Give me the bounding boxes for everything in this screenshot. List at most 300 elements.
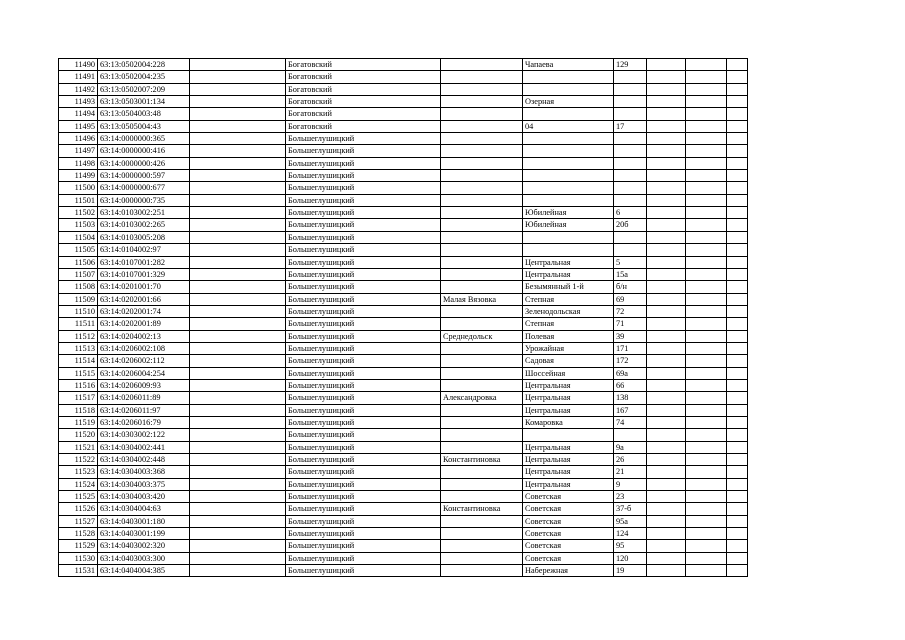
cell-row-number: 11531 — [59, 565, 98, 577]
cell-extra-col-2 — [686, 540, 727, 552]
cell-row-number: 11506 — [59, 256, 98, 268]
cell-extra-col-1 — [647, 379, 686, 391]
cell-cadastral-number: 63:14:0103005:208 — [98, 231, 190, 243]
cell-extra-col-3 — [727, 318, 748, 330]
cell-locality — [441, 83, 523, 95]
cell-blank-col — [190, 379, 286, 391]
cell-extra-col-2 — [686, 441, 727, 453]
cell-district: Большеглушицкий — [286, 330, 441, 342]
table-row — [59, 565, 748, 577]
cell-row-number: 11502 — [59, 207, 98, 219]
cell-locality — [441, 207, 523, 219]
cell-street — [523, 244, 614, 256]
cell-house: 21 — [614, 466, 647, 478]
cell-extra-col-2 — [686, 367, 727, 379]
cell-row-number: 11495 — [59, 120, 98, 132]
cell-row-number: 11509 — [59, 293, 98, 305]
table-row — [59, 194, 748, 206]
cell-street — [523, 194, 614, 206]
cell-locality — [441, 318, 523, 330]
cell-row-number: 11490 — [59, 59, 98, 71]
cell-extra-col-1 — [647, 71, 686, 83]
cell-house: 72 — [614, 305, 647, 317]
cell-house — [614, 83, 647, 95]
cell-street — [523, 108, 614, 120]
table-row — [59, 454, 748, 466]
cell-cadastral-number: 63:14:0206011:97 — [98, 404, 190, 416]
cell-district: Богатовский — [286, 108, 441, 120]
cell-street: Центральная — [523, 268, 614, 280]
cell-blank-col — [190, 83, 286, 95]
cell-extra-col-3 — [727, 256, 748, 268]
cell-district: Большеглушицкий — [286, 170, 441, 182]
cell-locality — [441, 108, 523, 120]
cell-blank-col — [190, 231, 286, 243]
table-row — [59, 182, 748, 194]
cell-blank-col — [190, 540, 286, 552]
table-row — [59, 404, 748, 416]
cell-blank-col — [190, 71, 286, 83]
cell-locality — [441, 552, 523, 564]
cell-row-number: 11508 — [59, 281, 98, 293]
cell-locality — [441, 466, 523, 478]
cell-blank-col — [190, 404, 286, 416]
cell-cadastral-number: 63:14:0403003:300 — [98, 552, 190, 564]
cell-locality — [441, 305, 523, 317]
cell-blank-col — [190, 268, 286, 280]
cell-locality — [441, 120, 523, 132]
cell-house: 120 — [614, 552, 647, 564]
table-row — [59, 96, 748, 108]
cell-locality — [441, 342, 523, 354]
cell-house — [614, 194, 647, 206]
cell-extra-col-1 — [647, 59, 686, 71]
cell-locality — [441, 157, 523, 169]
cell-extra-col-2 — [686, 133, 727, 145]
cell-row-number: 11528 — [59, 528, 98, 540]
cell-house: 171 — [614, 342, 647, 354]
cell-extra-col-1 — [647, 454, 686, 466]
cell-extra-col-1 — [647, 404, 686, 416]
cell-district: Большеглушицкий — [286, 281, 441, 293]
cell-extra-col-1 — [647, 182, 686, 194]
table-row — [59, 552, 748, 564]
cell-cadastral-number: 63:13:0502004:235 — [98, 71, 190, 83]
cell-extra-col-3 — [727, 441, 748, 453]
cell-locality — [441, 565, 523, 577]
cell-cadastral-number: 63:14:0206002:108 — [98, 342, 190, 354]
cell-extra-col-2 — [686, 478, 727, 490]
cell-district: Большеглушицкий — [286, 219, 441, 231]
cell-extra-col-2 — [686, 231, 727, 243]
cell-extra-col-2 — [686, 491, 727, 503]
cell-locality — [441, 170, 523, 182]
cell-street: Центральная — [523, 478, 614, 490]
cell-cadastral-number: 63:14:0403001:199 — [98, 528, 190, 540]
cell-street: Степная — [523, 293, 614, 305]
cell-cadastral-number: 63:14:0206009:93 — [98, 379, 190, 391]
cell-row-number: 11514 — [59, 355, 98, 367]
cell-extra-col-3 — [727, 157, 748, 169]
cell-extra-col-2 — [686, 318, 727, 330]
cell-district: Большеглушицкий — [286, 540, 441, 552]
cell-district: Большеглушицкий — [286, 342, 441, 354]
cell-street: Полевая — [523, 330, 614, 342]
cell-extra-col-2 — [686, 219, 727, 231]
cell-blank-col — [190, 145, 286, 157]
cell-extra-col-1 — [647, 540, 686, 552]
cell-district: Богатовский — [286, 59, 441, 71]
cell-extra-col-1 — [647, 305, 686, 317]
table-row — [59, 367, 748, 379]
table-row — [59, 515, 748, 527]
cell-extra-col-2 — [686, 120, 727, 132]
cell-cadastral-number: 63:14:0303002:122 — [98, 429, 190, 441]
cell-street — [523, 157, 614, 169]
cell-extra-col-2 — [686, 330, 727, 342]
cell-blank-col — [190, 157, 286, 169]
cell-house: 129 — [614, 59, 647, 71]
cell-locality — [441, 96, 523, 108]
cell-extra-col-1 — [647, 281, 686, 293]
cell-row-number: 11521 — [59, 441, 98, 453]
cell-house: 74 — [614, 416, 647, 428]
cell-row-number: 11518 — [59, 404, 98, 416]
cell-extra-col-2 — [686, 466, 727, 478]
cell-extra-col-1 — [647, 170, 686, 182]
cell-district: Большеглушицкий — [286, 429, 441, 441]
table-row — [59, 219, 748, 231]
cell-blank-col — [190, 528, 286, 540]
cell-extra-col-1 — [647, 528, 686, 540]
cell-locality — [441, 281, 523, 293]
cell-extra-col-2 — [686, 379, 727, 391]
cell-extra-col-3 — [727, 491, 748, 503]
cell-blank-col — [190, 429, 286, 441]
cell-row-number: 11494 — [59, 108, 98, 120]
cell-cadastral-number: 63:14:0404004:385 — [98, 565, 190, 577]
cell-district: Большеглушицкий — [286, 392, 441, 404]
cell-extra-col-2 — [686, 207, 727, 219]
cell-district: Большеглушицкий — [286, 244, 441, 256]
table-row — [59, 231, 748, 243]
cell-house: 39 — [614, 330, 647, 342]
cell-extra-col-1 — [647, 318, 686, 330]
cell-blank-col — [190, 305, 286, 317]
cell-locality: Константиновка — [441, 454, 523, 466]
cell-locality — [441, 515, 523, 527]
table-row — [59, 441, 748, 453]
cell-locality — [441, 478, 523, 490]
cell-row-number: 11510 — [59, 305, 98, 317]
cell-locality — [441, 429, 523, 441]
cell-cadastral-number: 63:13:0502004:228 — [98, 59, 190, 71]
cell-row-number: 11520 — [59, 429, 98, 441]
cell-district: Большеглушицкий — [286, 367, 441, 379]
cell-district: Богатовский — [286, 83, 441, 95]
cell-row-number: 11501 — [59, 194, 98, 206]
cell-blank-col — [190, 392, 286, 404]
cell-street: Центральная — [523, 392, 614, 404]
cell-row-number: 11504 — [59, 231, 98, 243]
cell-house: 172 — [614, 355, 647, 367]
cell-extra-col-1 — [647, 441, 686, 453]
cell-extra-col-2 — [686, 145, 727, 157]
cell-extra-col-3 — [727, 404, 748, 416]
cell-locality — [441, 219, 523, 231]
cell-house: 23 — [614, 491, 647, 503]
cell-street: Шоссейная — [523, 367, 614, 379]
cell-blank-col — [190, 120, 286, 132]
cell-house — [614, 145, 647, 157]
cell-extra-col-1 — [647, 256, 686, 268]
cell-street: Степная — [523, 318, 614, 330]
cell-cadastral-number: 63:14:0204002:13 — [98, 330, 190, 342]
cell-street: Юбилейная — [523, 219, 614, 231]
table-row — [59, 133, 748, 145]
cell-row-number: 11500 — [59, 182, 98, 194]
cell-cadastral-number: 63:14:0000000:677 — [98, 182, 190, 194]
cell-street: 04 — [523, 120, 614, 132]
cell-blank-col — [190, 441, 286, 453]
table-row — [59, 108, 748, 120]
cell-extra-col-3 — [727, 503, 748, 515]
cell-extra-col-3 — [727, 71, 748, 83]
cell-blank-col — [190, 515, 286, 527]
cell-house — [614, 244, 647, 256]
cell-street: Советская — [523, 515, 614, 527]
cell-blank-col — [190, 355, 286, 367]
cell-extra-col-3 — [727, 416, 748, 428]
cell-house: 9 — [614, 478, 647, 490]
cell-extra-col-3 — [727, 207, 748, 219]
cell-extra-col-1 — [647, 466, 686, 478]
cell-extra-col-3 — [727, 170, 748, 182]
cell-locality: Александровка — [441, 392, 523, 404]
cell-district: Большеглушицкий — [286, 256, 441, 268]
table-row — [59, 268, 748, 280]
cell-district: Большеглушицкий — [286, 404, 441, 416]
table-row — [59, 59, 748, 71]
cell-cadastral-number: 63:13:0502007:209 — [98, 83, 190, 95]
cell-cadastral-number: 63:13:0503001:134 — [98, 96, 190, 108]
cell-extra-col-3 — [727, 330, 748, 342]
cell-street: Советская — [523, 528, 614, 540]
cell-extra-col-3 — [727, 268, 748, 280]
cell-extra-col-3 — [727, 133, 748, 145]
cell-cadastral-number: 63:13:0505004:43 — [98, 120, 190, 132]
cell-blank-col — [190, 96, 286, 108]
table-row — [59, 244, 748, 256]
cell-row-number: 11493 — [59, 96, 98, 108]
cell-extra-col-1 — [647, 108, 686, 120]
cell-row-number: 11525 — [59, 491, 98, 503]
cell-blank-col — [190, 59, 286, 71]
cell-extra-col-3 — [727, 392, 748, 404]
cell-district: Большеглушицкий — [286, 416, 441, 428]
cell-house — [614, 96, 647, 108]
cell-extra-col-2 — [686, 194, 727, 206]
cell-extra-col-3 — [727, 565, 748, 577]
table-row — [59, 330, 748, 342]
table-row — [59, 478, 748, 490]
cell-extra-col-3 — [727, 219, 748, 231]
table-row — [59, 318, 748, 330]
cell-extra-col-3 — [727, 429, 748, 441]
cell-extra-col-1 — [647, 207, 686, 219]
cell-extra-col-2 — [686, 305, 727, 317]
cell-blank-col — [190, 170, 286, 182]
cell-house: 124 — [614, 528, 647, 540]
cell-district: Большеглушицкий — [286, 182, 441, 194]
cell-district: Большеглушицкий — [286, 157, 441, 169]
cell-blank-col — [190, 342, 286, 354]
cell-extra-col-1 — [647, 96, 686, 108]
cell-street: Центральная — [523, 379, 614, 391]
cell-house: 26 — [614, 454, 647, 466]
cell-district: Большеглушицкий — [286, 528, 441, 540]
cell-extra-col-2 — [686, 355, 727, 367]
cell-locality — [441, 379, 523, 391]
cell-blank-col — [190, 207, 286, 219]
cell-extra-col-1 — [647, 416, 686, 428]
cell-blank-col — [190, 552, 286, 564]
cell-extra-col-3 — [727, 367, 748, 379]
cell-locality — [441, 231, 523, 243]
cell-locality — [441, 367, 523, 379]
cell-extra-col-3 — [727, 182, 748, 194]
cell-extra-col-3 — [727, 194, 748, 206]
cell-extra-col-3 — [727, 540, 748, 552]
cell-cadastral-number: 63:14:0107001:282 — [98, 256, 190, 268]
cell-street — [523, 71, 614, 83]
cell-cadastral-number: 63:14:0202001:74 — [98, 305, 190, 317]
cell-row-number: 11499 — [59, 170, 98, 182]
cell-district: Большеглушицкий — [286, 268, 441, 280]
table-row — [59, 540, 748, 552]
table-row — [59, 71, 748, 83]
table-row — [59, 207, 748, 219]
cell-blank-col — [190, 318, 286, 330]
cell-extra-col-3 — [727, 379, 748, 391]
cell-extra-col-2 — [686, 565, 727, 577]
cell-district: Большеглушицкий — [286, 503, 441, 515]
cell-extra-col-1 — [647, 133, 686, 145]
table-row — [59, 293, 748, 305]
cell-house — [614, 182, 647, 194]
cell-cadastral-number: 63:14:0000000:735 — [98, 194, 190, 206]
cell-cadastral-number: 63:14:0107001:329 — [98, 268, 190, 280]
cell-street: Советская — [523, 540, 614, 552]
cell-blank-col — [190, 503, 286, 515]
cell-extra-col-3 — [727, 83, 748, 95]
cell-extra-col-1 — [647, 392, 686, 404]
cell-extra-col-2 — [686, 416, 727, 428]
cell-extra-col-2 — [686, 170, 727, 182]
cell-extra-col-2 — [686, 552, 727, 564]
cell-locality — [441, 71, 523, 83]
cell-extra-col-2 — [686, 515, 727, 527]
cell-cadastral-number: 63:14:0304003:368 — [98, 466, 190, 478]
cell-house: 95а — [614, 515, 647, 527]
cell-blank-col — [190, 256, 286, 268]
cell-house — [614, 157, 647, 169]
cell-house: 71 — [614, 318, 647, 330]
cell-extra-col-2 — [686, 429, 727, 441]
cell-house: 19 — [614, 565, 647, 577]
cell-street: Комаровка — [523, 416, 614, 428]
cell-extra-col-1 — [647, 157, 686, 169]
cell-extra-col-2 — [686, 404, 727, 416]
cell-street — [523, 429, 614, 441]
cell-extra-col-3 — [727, 293, 748, 305]
cell-house: 95 — [614, 540, 647, 552]
cell-extra-col-2 — [686, 281, 727, 293]
cell-row-number: 11497 — [59, 145, 98, 157]
table-row — [59, 157, 748, 169]
cell-cadastral-number: 63:14:0000000:597 — [98, 170, 190, 182]
cell-house — [614, 108, 647, 120]
cell-row-number: 11496 — [59, 133, 98, 145]
cell-district: Большеглушицкий — [286, 231, 441, 243]
cell-extra-col-2 — [686, 342, 727, 354]
cell-locality — [441, 133, 523, 145]
cell-extra-col-3 — [727, 244, 748, 256]
cell-extra-col-2 — [686, 392, 727, 404]
cell-street: Центральная — [523, 441, 614, 453]
cell-blank-col — [190, 281, 286, 293]
cell-row-number: 11505 — [59, 244, 98, 256]
cell-blank-col — [190, 244, 286, 256]
cell-locality: Малая Вязовка — [441, 293, 523, 305]
cell-cadastral-number: 63:14:0103002:251 — [98, 207, 190, 219]
cell-house — [614, 71, 647, 83]
cell-extra-col-1 — [647, 120, 686, 132]
cell-district: Большеглушицкий — [286, 355, 441, 367]
cell-extra-col-2 — [686, 503, 727, 515]
cell-blank-col — [190, 194, 286, 206]
cell-cadastral-number: 63:14:0206011:89 — [98, 392, 190, 404]
cell-cadastral-number: 63:14:0304003:420 — [98, 491, 190, 503]
cell-street — [523, 231, 614, 243]
table-row — [59, 305, 748, 317]
cell-extra-col-2 — [686, 244, 727, 256]
cell-row-number: 11526 — [59, 503, 98, 515]
cell-extra-col-2 — [686, 71, 727, 83]
cell-extra-col-3 — [727, 478, 748, 490]
cell-extra-col-3 — [727, 466, 748, 478]
cell-row-number: 11498 — [59, 157, 98, 169]
table-row — [59, 83, 748, 95]
cell-cadastral-number: 63:14:0202001:66 — [98, 293, 190, 305]
cell-cadastral-number: 63:14:0206016:79 — [98, 416, 190, 428]
cell-locality: Константиновка — [441, 503, 523, 515]
cell-district: Большеглушицкий — [286, 466, 441, 478]
cell-street: Советская — [523, 503, 614, 515]
cell-extra-col-1 — [647, 552, 686, 564]
cell-house: б/н — [614, 281, 647, 293]
cell-extra-col-3 — [727, 108, 748, 120]
cell-house: 69 — [614, 293, 647, 305]
cell-extra-col-3 — [727, 355, 748, 367]
cell-blank-col — [190, 466, 286, 478]
cell-house — [614, 429, 647, 441]
cell-extra-col-3 — [727, 454, 748, 466]
cell-blank-col — [190, 454, 286, 466]
cell-extra-col-3 — [727, 231, 748, 243]
cell-extra-col-2 — [686, 182, 727, 194]
cell-cadastral-number: 63:13:0504003:48 — [98, 108, 190, 120]
